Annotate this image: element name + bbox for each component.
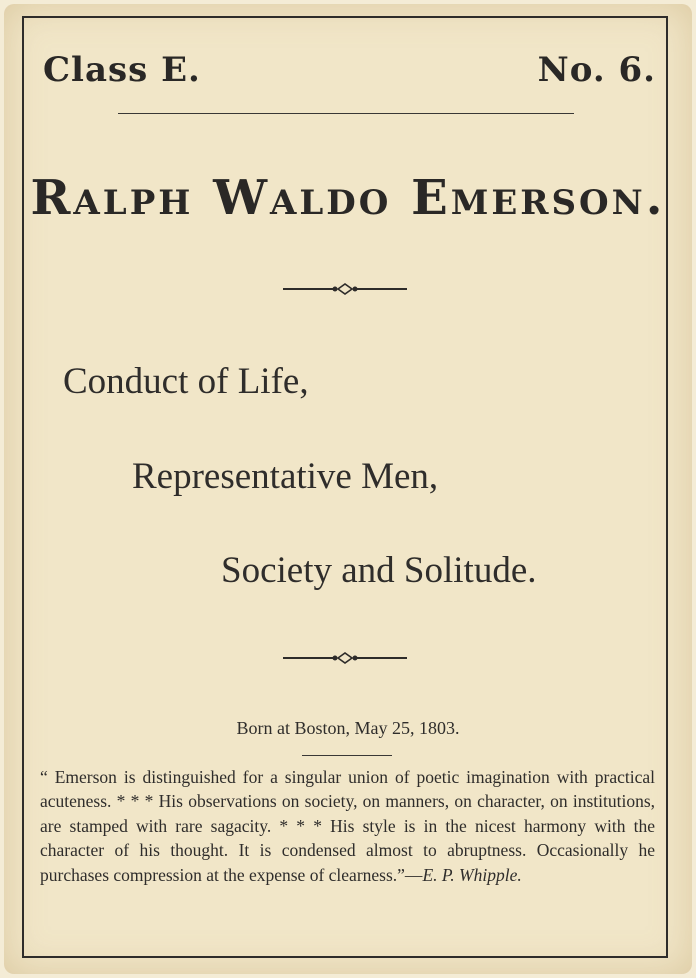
ornament-divider-top: [283, 282, 407, 296]
ornament-divider-bottom: [283, 651, 407, 665]
class-label: Class E.: [43, 50, 201, 90]
birth-info: Born at Boston, May 25, 1803.: [236, 718, 460, 738]
work-title-3: Society and Solitude.: [221, 550, 537, 591]
work-title-2: Representative Men,: [132, 456, 439, 497]
work-title-1: Conduct of Life,: [63, 361, 309, 402]
number-label: No. 6.: [537, 50, 656, 90]
quote-attribution: E. P. Whipple.: [422, 864, 522, 885]
quote-block: [40, 765, 655, 887]
quote-text: “ Emerson is distinguished for a singular union of poetic imagination with practical acuteness. * * * His observations on society, on manners, on character, on institutions, are stamped with rare sagacity. * * * His style is in the nicest harmony with the character of his thought. It is condensed almost to abruptness. Occasionally he purchases compression at the expense of clearness.”—: [40, 767, 655, 885]
quote-divider: [302, 755, 392, 756]
author-title: Ralph Waldo Emerson.: [30, 170, 666, 226]
header-divider: [118, 113, 574, 114]
